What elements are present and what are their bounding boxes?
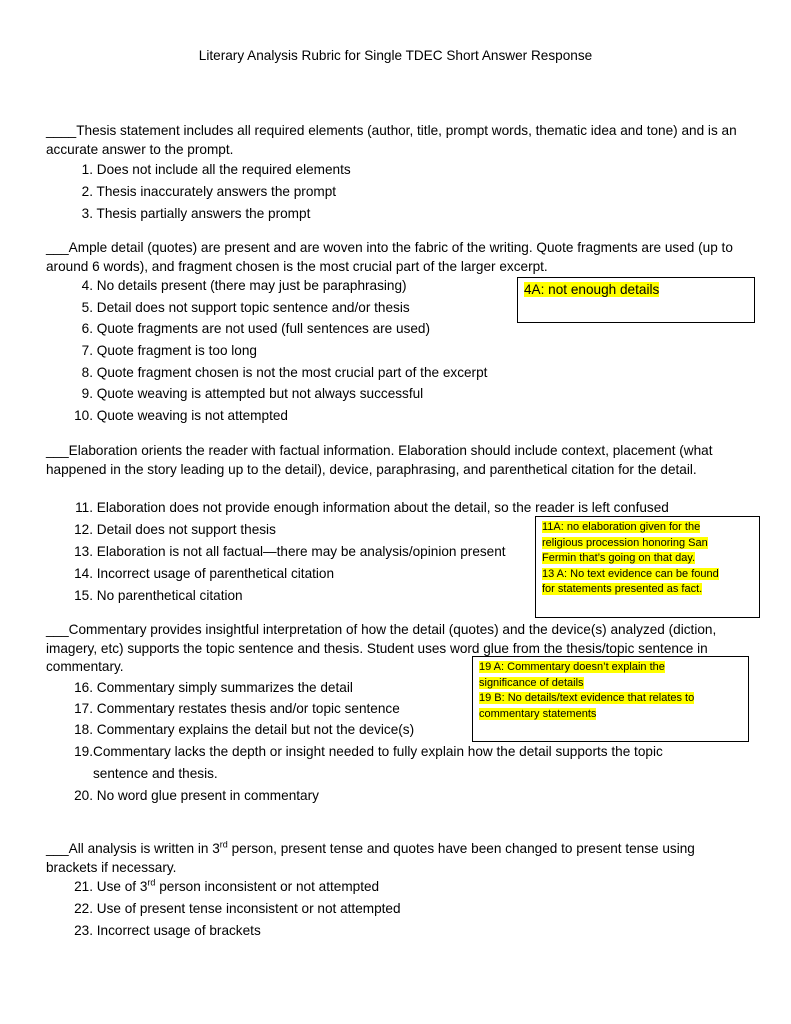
list-item: 22. Use of present tense inconsistent or not attempted bbox=[74, 901, 401, 916]
list-item: 15. No parenthetical citation bbox=[74, 588, 243, 603]
list-item: 5. Detail does not support topic sentence and/or thesis bbox=[81, 300, 410, 315]
comment-text: 11A: no elaboration given for the bbox=[542, 521, 701, 533]
comment-text: 13 A: No text evidence can be found bbox=[542, 567, 719, 580]
comment-text: religious procession honoring San bbox=[542, 536, 708, 549]
list-item: 20. No word glue present in commentary bbox=[74, 788, 319, 803]
comment-text: for statements presented as fact. bbox=[542, 583, 703, 596]
document-title: Literary Analysis Rubric for Single TDEC Short Answer Response bbox=[198, 48, 593, 63]
list-item: 6. Quote fragments are not used (full sentences are used) bbox=[81, 321, 431, 336]
commentary-criterion: ___Commentary provides insightful interpretation of how the detail (quotes) and the device(s) analyzed (diction, imagery, etc) supports the topic sentence and thesis. Student uses word glue from the thesis/topic sentence in commentary. bbox=[46, 622, 717, 674]
thesis-criterion: ____Thesis statement includes all required elements (author, title, prompt words, thematic idea and tone) and is an accurate answer to the prompt. bbox=[46, 123, 737, 157]
list-item: 11. Elaboration does not provide enough information about the detail, so the reader is left confused bbox=[75, 500, 669, 515]
comment-text: 4A: not enough details bbox=[524, 282, 660, 297]
comment-text: 19 A: Commentary doesn’t explain the bbox=[479, 661, 665, 673]
list-item: 4. No details present (there may just be paraphrasing) bbox=[81, 278, 407, 293]
list-item: 21. Use of 3rd person inconsistent or not attempted bbox=[74, 877, 380, 894]
list-item: 12. Detail does not support thesis bbox=[74, 522, 276, 537]
list-item: 8. Quote fragment chosen is not the most crucial part of the excerpt bbox=[81, 365, 488, 380]
list-item: 9. Quote weaving is attempted but not always successful bbox=[81, 386, 424, 401]
list-item: 7. Quote fragment is too long bbox=[81, 343, 257, 358]
comment-text: 19 B: No details/text evidence that relates to bbox=[479, 692, 695, 705]
detail-criterion: ___Ample detail (quotes) are present and are woven into the fabric of the writing. Quote fragments are used (up to around 6 words), and fragment chosen is the most crucial part of the larger excerpt. bbox=[46, 240, 733, 274]
elaboration-criterion: ___Elaboration orients the reader with factual information. Elaboration should include context, placement (what happened in the story leading up to the detail), device, paraphrasing, and parenthetical citation for the detail. bbox=[46, 443, 713, 477]
list-item: 3. Thesis partially answers the prompt bbox=[81, 206, 311, 221]
list-item: 23. Incorrect usage of brackets bbox=[74, 923, 261, 938]
comment-text: significance of details bbox=[479, 676, 584, 689]
list-item: 13. Elaboration is not all factual—there may be analysis/opinion present bbox=[74, 544, 506, 559]
comment-text: commentary statements bbox=[479, 707, 597, 720]
list-item-text: Commentary lacks the depth or insight needed to fully explain how the detail supports the topic sentence and thesis. bbox=[93, 744, 663, 781]
list-item: 18. Commentary explains the detail but not the device(s) bbox=[74, 722, 415, 737]
list-item: 2. Thesis inaccurately answers the prompt bbox=[81, 184, 337, 199]
list-item: 1. Does not include all the required elements bbox=[81, 162, 351, 177]
comment-text: Fermin that’s going on that day. bbox=[542, 552, 696, 565]
list-item: 19. bbox=[74, 744, 93, 759]
list-item: 10. Quote weaving is not attempted bbox=[74, 408, 288, 423]
list-item: 17. Commentary restates thesis and/or topic sentence bbox=[74, 701, 400, 716]
comment-box-11a-13a bbox=[535, 516, 760, 618]
comment-box-19a-19b bbox=[472, 656, 749, 742]
list-item: 14. Incorrect usage of parenthetical citation bbox=[74, 566, 335, 581]
comment-box-4a bbox=[517, 277, 755, 323]
person-tense-criterion: ___All analysis is written in 3rd person, present tense and quotes have been changed to present tense using brackets if necessary. bbox=[46, 839, 695, 875]
list-item: 16. Commentary simply summarizes the detail bbox=[74, 680, 353, 695]
